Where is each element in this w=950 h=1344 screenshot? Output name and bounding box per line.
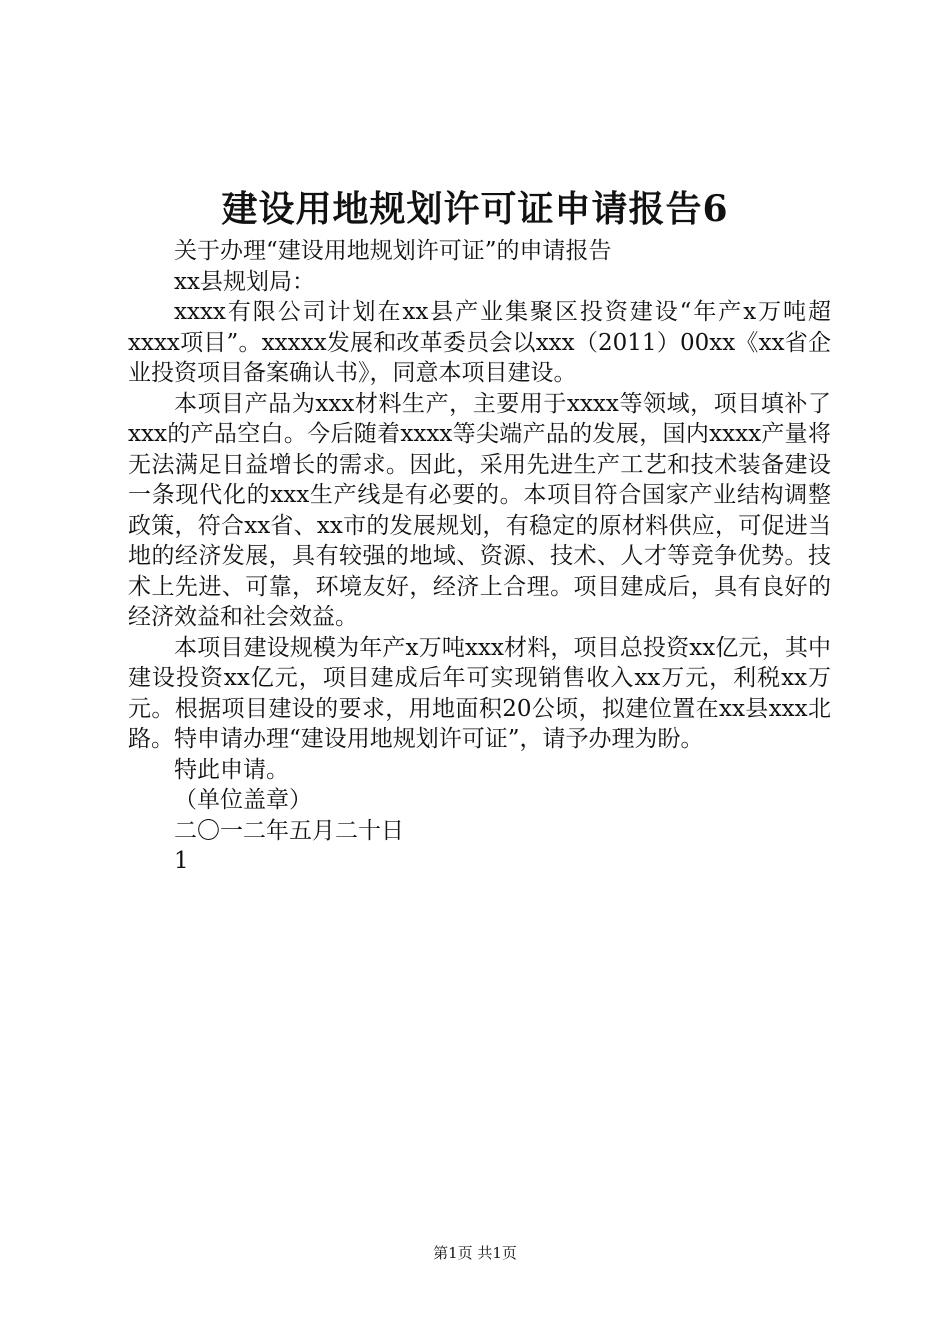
paragraph-product: 本项目产品为xxx材料生产，主要用于xxxx等领域，项目填补了xxx的产品空白。今后随着xxxx等尖端产品的发展，国内xxxx产量将无法满足日益增长的需求。因此，采用先进生产工艺和技术装备建设一条现代化的xxx生产线是有必要的。本项目符合国家产业结构调整政策，符合xx省、xx市的发展规划，有稳定的原材料供应，可促进当地的经济发展，具有较强的地域、资源、技术、人才等竞争优势。技术上先进、可靠，环境友好，经济上合理。项目建成后，具有良好的经济效益和社会效益。 <box>128 390 831 630</box>
page-footer: 第1页 共1页 <box>433 1244 517 1262</box>
document-title: 建设用地规划许可证申请报告6 <box>221 188 729 230</box>
closing-line: 特此申请。 <box>174 756 289 783</box>
paragraph-intro: xxxx有限公司计划在xx县产业集聚区投资建设“年产x万吨超xxxx项目”。xxxxx发展和改革委员会以xxx（2011）00xx《xx省企业投资项目备案确认书》，同意本项目建设。 <box>128 299 831 386</box>
date-line: 二〇一二年五月二十日 <box>174 817 404 844</box>
recipient-line: xx县规划局： <box>174 268 315 295</box>
seal-line: （单位盖章） <box>174 787 312 813</box>
paragraph-scale: 本项目建设规模为年产x万吨xxx材料，项目总投资xx亿元，其中建设投资xx亿元，项目建成后年可实现销售收入xx万元，利税xx万元。根据项目建设的要求，用地面积20公顷，拟建位置在xx县xxx北路。特申请办理“建设用地规划许可证”，请予办理为盼。 <box>128 634 831 752</box>
document-body <box>128 236 831 877</box>
subject-line: 关于办理“建设用地规划许可证”的申请报告 <box>174 238 612 264</box>
page-number-inline: 1 <box>174 848 189 874</box>
